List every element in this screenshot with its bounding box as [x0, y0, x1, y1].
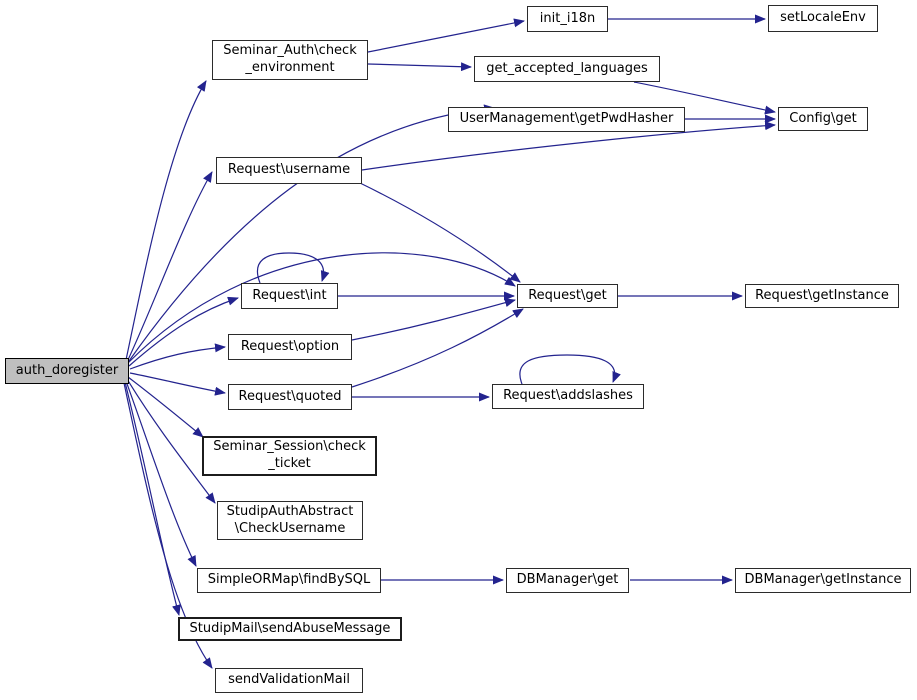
node-label: Request\option	[240, 338, 340, 354]
node-request-option[interactable]	[228, 334, 352, 360]
node-simpleormap-findbysql[interactable]	[197, 568, 381, 593]
node-request-get[interactable]	[517, 284, 618, 308]
node-label: sendValidationMail	[228, 672, 350, 688]
edge-auth_doregister-to-Request_option	[130, 347, 225, 369]
node-label: \CheckUsername	[234, 520, 346, 536]
node-dbmanager-get[interactable]	[506, 568, 629, 593]
node-label: Request\getInstance	[755, 287, 889, 303]
node-label: _ticket	[268, 456, 311, 471]
node-config-get[interactable]	[778, 107, 868, 131]
node-label: DBManager\get	[516, 572, 619, 588]
node-sendvalidationmail[interactable]	[215, 668, 363, 693]
node-label: Config\get	[789, 110, 857, 126]
node-label: Seminar_Session\check	[213, 439, 366, 455]
edge-Seminar_Auth_check_environment-to-init_i18n	[368, 21, 524, 52]
node-init-i18n[interactable]	[527, 6, 608, 32]
node-label: setLocaleEnv	[780, 10, 866, 26]
node-studipauthabstract-checkusername[interactable]	[217, 501, 363, 540]
node-request-quoted[interactable]	[228, 384, 352, 410]
node-label: SimpleORMap\findBySQL	[207, 572, 371, 588]
edge-Request_option-to-Request_get	[352, 300, 515, 340]
node-request-getinstance[interactable]	[745, 284, 899, 308]
node-label: Request\username	[227, 162, 351, 178]
node-label: get_accepted_languages	[486, 60, 648, 76]
node-label: Request\get	[528, 287, 607, 303]
node-set-locale-env[interactable]	[768, 5, 878, 32]
node-request-username[interactable]	[216, 157, 362, 184]
edge-Seminar_Auth_check_environment-to-get_accepted_languages	[368, 64, 471, 67]
node-label: auth_doregister	[15, 362, 119, 378]
node-seminar-auth-check-environment[interactable]	[212, 40, 368, 80]
node-label: init_i18n	[539, 10, 596, 26]
edge-auth_doregister-to-Request_int	[129, 298, 238, 366]
edge-Request_username-to-Request_get	[360, 183, 520, 282]
node-dbmanager-getinstance[interactable]	[735, 568, 911, 593]
node-auth-doregister[interactable]	[5, 358, 129, 384]
node-label: Request\addslashes	[503, 388, 633, 404]
node-label: Request\quoted	[238, 388, 342, 404]
node-label: StudipMail\sendAbuseMessage	[189, 620, 391, 636]
node-label: StudipAuthAbstract	[226, 503, 354, 519]
node-request-int[interactable]	[241, 283, 338, 309]
edge-Request_int-self	[257, 253, 323, 283]
node-get-accepted-languages[interactable]	[474, 56, 660, 82]
node-request-addslashes[interactable]	[492, 384, 644, 409]
node-label: Seminar_Auth\check	[223, 43, 357, 59]
node-label: DBManager\getInstance	[744, 572, 902, 588]
edge-auth_doregister-to-UserManagement_getPwdHasher	[129, 108, 494, 361]
node-label: UserManagement\getPwdHasher	[459, 111, 674, 127]
node-label: _environment	[245, 60, 335, 75]
node-label: Request\int	[252, 287, 327, 303]
node-seminar-session-check-ticket[interactable]	[202, 436, 377, 476]
node-studipmail-sendabusemessage[interactable]	[178, 617, 402, 641]
node-usermanagement-getpwdhasher[interactable]	[448, 107, 685, 132]
edge-Request_addslashes-self	[520, 355, 615, 384]
